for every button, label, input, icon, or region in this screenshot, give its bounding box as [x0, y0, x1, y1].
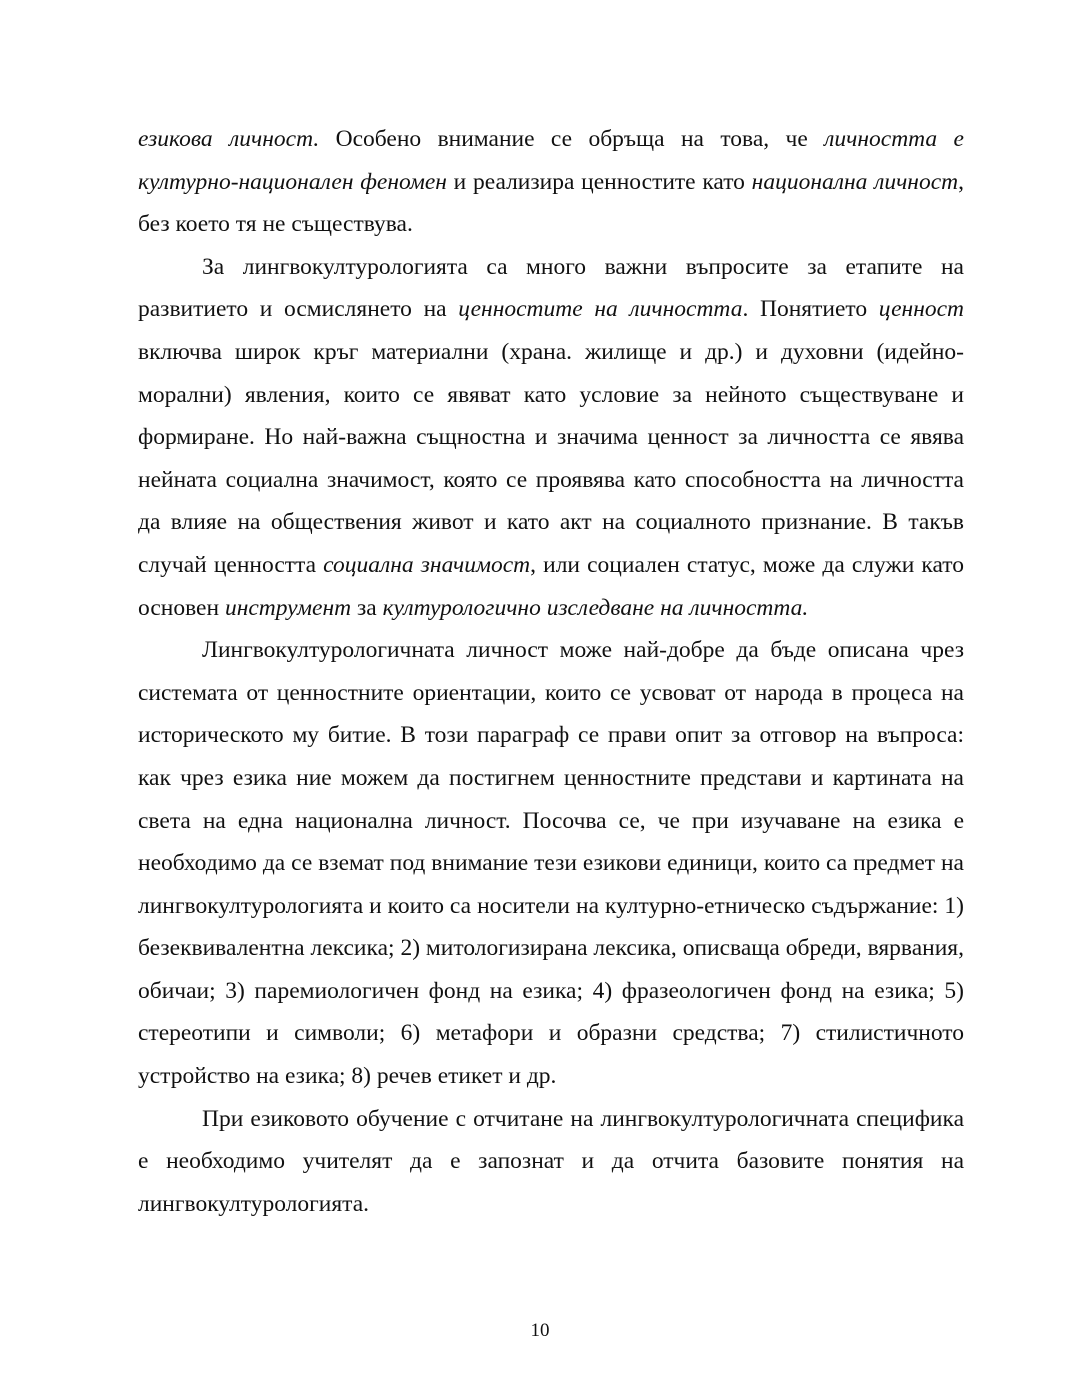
- italic-span: културологично изследване на личността.: [382, 594, 809, 621]
- text-span: Особено внимание се обръща на това, че: [319, 126, 825, 152]
- italic-span: езикова личност.: [138, 126, 320, 152]
- text-span: . Понятието: [742, 296, 879, 323]
- text-span: За лингвокултурологията са много важни въпросите за етапите на развитието и осмислянето на: [138, 253, 964, 323]
- text-span: , без което тя не съществува.: [138, 168, 964, 238]
- italic-span: личността е културно-национален феномен: [138, 126, 964, 195]
- text-span: Лингвокултурологичната личност може най-добре да бъде описана чрез системата от ценностните ориентации, които се усвоват от народа в процеса на историческото му битие. В този параграф се прави опит за отговор на въпроса: как чрез езика ние можем да постигнем ценностните представи и картината на света на една национална личност. Посочва се, че при изучаване на езика е необходимо да се вземат под внимание тези езикови единици, които са предмет на лингвокултурологията и които са носители на културно-етническо съдържание: 1) безеквивалентна лексика; 2) митологизирана лексика, описваща обреди, вярвания, обичаи; 3) паремиологичен фонд на езика; 4) фразеологичен фонд на езика; 5) стереотипи и символи; 6) метафори и образни средства; 7) стилистичното устройство на езика; 8) речев етикет и др.: [138, 637, 964, 1090]
- paragraph-3: [138, 629, 964, 1098]
- text-span: за: [351, 594, 383, 621]
- italic-span: инструмент: [224, 594, 352, 621]
- text-span: и реализира ценностите като: [446, 168, 752, 195]
- italic-span: ценностите на личността: [458, 296, 743, 323]
- paragraph-1: [138, 118, 964, 246]
- text-span: включва широк кръг материални (храна. жилище и др.) и духовни (идейно-морални) явления, които се явяват като условие за нейното съществуване и формиране. Но най-важна същностна и значима ценност за личността се явява нейната социална значимост, която се проявява като способността на личността да влияе на обществения живот и като акт на социалното признание. В такъв случай ценността: [138, 338, 964, 578]
- text-span: При езиковото обучение с отчитане на лингвокултурологичната специфика е необходимо учителят да е запознат и да отчита базовите понятия на лингвокултурологията.: [138, 1105, 964, 1217]
- page-number: 10: [530, 1320, 550, 1341]
- italic-span: ценност: [878, 296, 964, 323]
- text-span: , или социален статус, може да служи като основен: [138, 551, 964, 621]
- italic-span: национална личност: [751, 168, 959, 195]
- paragraph-2: [138, 246, 964, 629]
- paragraph-4: [138, 1098, 964, 1226]
- italic-span: социална значимост: [323, 551, 531, 578]
- document-body: [138, 118, 964, 1225]
